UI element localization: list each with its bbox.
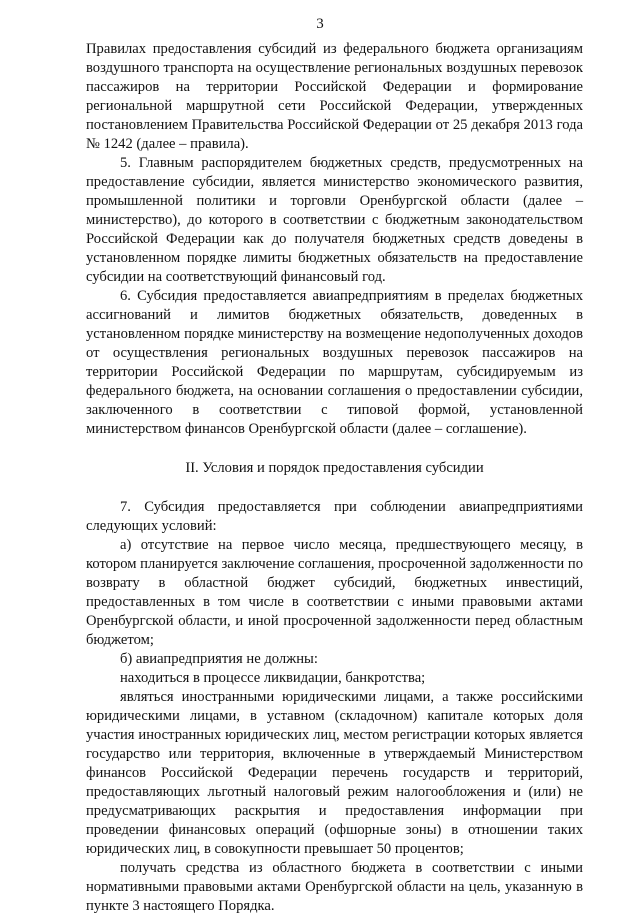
- paragraph-7: 7. Субсидия предоставляется при соблюдении авиапредприятиями следующих условий:: [86, 499, 583, 534]
- paragraph-5: 5. Главным распорядителем бюджетных средств, предусмотренных на предоставление субсидии, является министерство экономического развития, промышленной политики и торговли Оренбургской области (далее – министерство), до которого в соответствии с бюджетным законодательством Российской Федерации как до получателя бюджетных средств доведены в установленном порядке лимиты бюджетных обязательств на предоставление субсидии на соответствующий финансовый год.: [86, 155, 583, 285]
- condition-b: б) авиапредприятия не должны:: [120, 651, 318, 667]
- section-heading-2: II. Условия и порядок предоставления субсидии: [185, 460, 484, 476]
- condition-b-item-3: получать средства из областного бюджета в соответствии с иными нормативными правовыми актами Оренбургской области на цель, указанную в пункте 3 настоящего Порядка.: [86, 860, 583, 914]
- condition-b-item-2: являться иностранными юридическими лицами, а также российскими юридическими лицами, в уставном (складочном) капитале которых доля участия иностранных юридических лиц, местом регистрации которых является государство или территория, включенные в утверждаемый Министерством финансов Российской Федерации перечень государств и территорий, предоставляющих льготный налоговый режим налогообложения и (или) не предусматривающих раскрытия и предоставления информации при проведении финансовых операций (офшорные зоны) в отношении таких юридических лиц, в совокупности превышает 50 процентов;: [86, 689, 583, 857]
- document-body: [86, 40, 583, 916]
- paragraph-6: 6. Субсидия предоставляется авиапредприятиям в пределах бюджетных ассигнований и лимитов бюджетных обязательств, доведенных в установленном порядке министерству на возмещение недополученных доходов от осуществления региональных воздушных перевозок пассажиров на территории Российской Федерации по маршрутам, субсидируемым из федерального бюджета, на основании соглашения о предоставлении субсидии, заключенного в соответствии с типовой формой, установленной министерством финансов Оренбургской области (далее – соглашение).: [86, 288, 583, 437]
- page-number: 3: [316, 16, 324, 32]
- condition-a: а) отсутствие на первое число месяца, предшествующего месяцу, в котором планируется заключение соглашения, просроченной задолженности по возврату в областной бюджет субсидий, бюджетных инвестиций, предоставленных в том числе в соответствии с иными правовыми актами Оренбургской области, и иной просроченной задолженности перед областным бюджетом;: [86, 537, 583, 648]
- condition-b-item-1: находиться в процессе ликвидации, банкротства;: [120, 670, 426, 686]
- paragraph-intro-continuation: Правилах предоставления субсидий из федерального бюджета организациям воздушного транспорта на осуществление региональных воздушных перевозок пассажиров на территории Российской Федерации и формирование региональной маршрутной сети Российской Федерации, утвержденных постановлением Правительства Российской Федерации от 25 декабря 2013 года № 1242 (далее – правила).: [86, 41, 583, 152]
